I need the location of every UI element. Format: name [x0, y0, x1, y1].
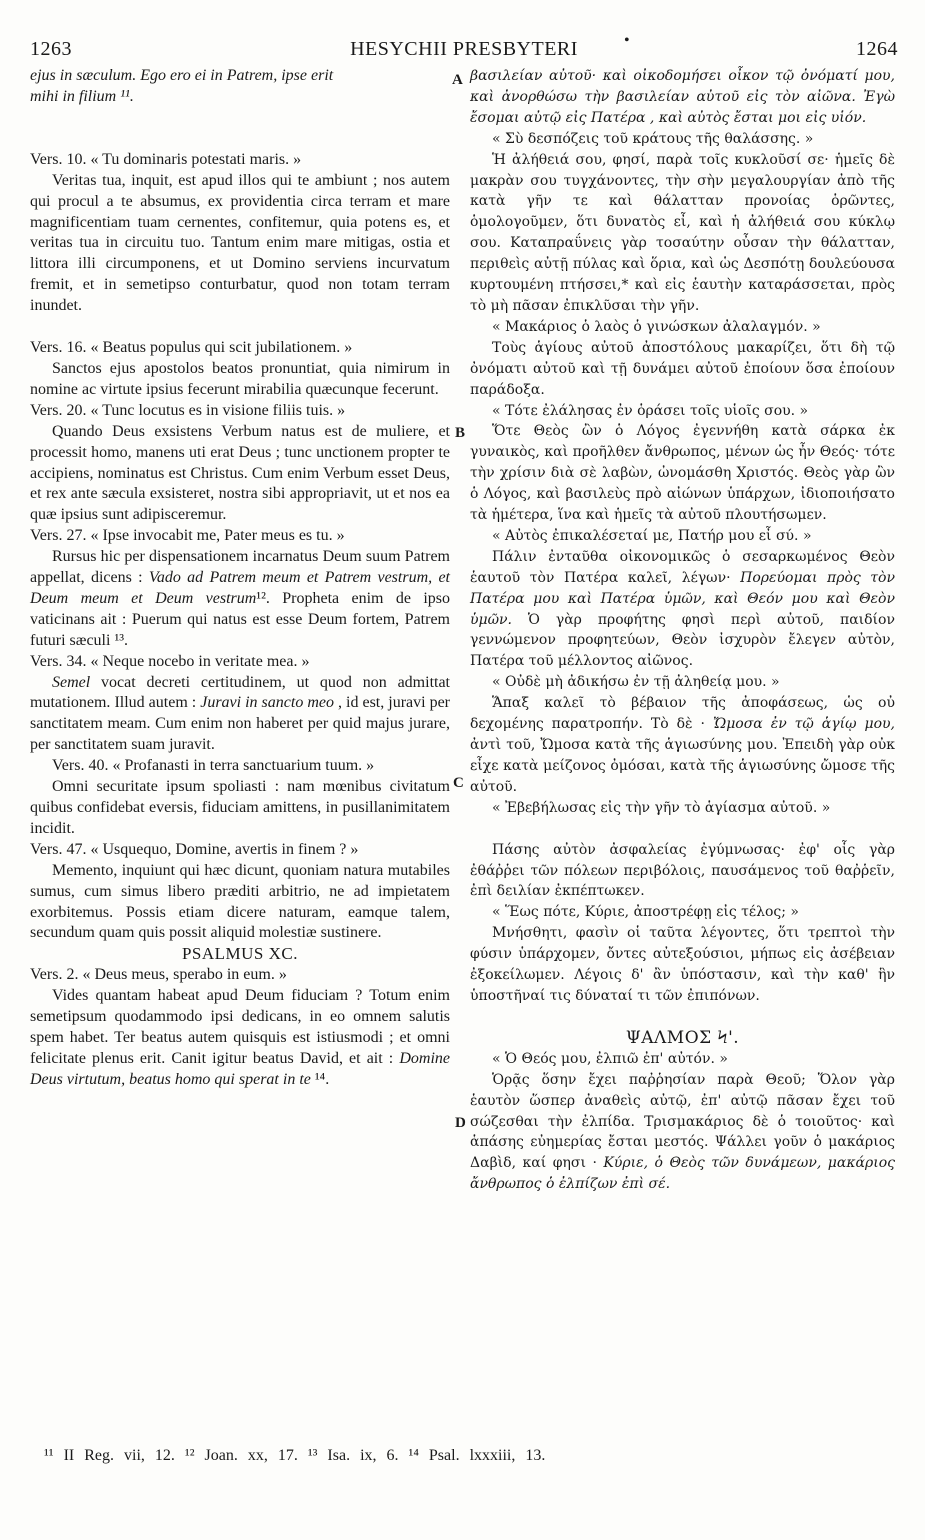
verse-heading: « Οὐδὲ μὴ ἀδικήσω ἐν τῇ ἀληθείᾳ μου. »: [492, 674, 780, 691]
greek-paragraph: Πάσης αὐτὸν ἀσφαλείας ἐγύμνωσας· ἐφ' οἷς γὰρ ἐθάῤῥει τῶν πόλεων περιβόλοις, παυσάμενος τοῦ θαῤῥεῖν, ἐπὶ δειλίαν ἐκπέπτωκεν.: [470, 841, 895, 900]
verse-heading: Vers. 40. « Profanasti in terra sanctuarium tuum. »: [52, 757, 375, 775]
verse-heading: « Ἕως πότε, Κύριε, ἀποστρέφῃ εἰς τέλος; »: [492, 904, 799, 921]
latin-paragraph: Memento, inquiunt qui hæc dicunt, quoniam natura mutabiles sumus, cum simus libero præditi arbitrio, ne ad impietatem exorbitemus. Possis etiam dicere naturam, eamque talem, secundum quam quis possit aliquid molestiæ sustinere.: [30, 861, 450, 942]
margin-marker-a: A: [452, 72, 463, 88]
greek-paragraph: Τοὺς ἁγίους αὐτοῦ ἀποστόλους μακαρίζει, ὅτι δὴ τῷ ὀνόματι αὐτοῦ καὶ τῇ δυνάμει αὐτοῦ ἐποίουν ὅσα ἐποίουν παράδοξα.: [470, 339, 895, 398]
verse-heading: Vers. 20. « Tunc locutus es in visione filiis tuis. »: [30, 401, 346, 419]
greek-paragraph: Μνήσθητι, φασὶν οἱ ταῦτα λέγοντες, ὅτι τρεπτοὶ τὴν φύσιν ὑπάρχομεν, ὄντες αὐτεξούσιοι, μήπως εἰς ἀσέβειαν ἐξοκείλωμεν. Λέγοις δ' ἂν ὑπόστασιν, καὶ τὴν καθ' ἣν ὑποστῆναί τις δύναταί τι τῶν ἐπιπόνων.: [470, 925, 895, 1004]
page-number-right: 1264: [856, 38, 898, 60]
footnotes: ¹¹ II Reg. vii, 12. ¹² Joan. xx, 17. ¹³ Isa. ix, 6. ¹⁴ Psal. lxxxiii, 13.: [44, 1447, 546, 1464]
greek-text: βασιλείαν αὐτοῦ· καὶ οἰκοδομήσει οἶκον τῷ ὀνόματί μου, καὶ ἀνορθώσω τὴν βασιλείαν αὐτοῦ εἰς τὸν αἰῶνα. Ἐγὼ ἔσομαι αὐτῷ εἰς Πατέρα , καὶ αὐτὸς ἔσται μοι εἰς υἱόν.: [470, 68, 895, 126]
verse-heading: « Ὁ Θεός μου, ἐλπιῶ ἐπ' αὐτόν. »: [492, 1050, 728, 1067]
verse-heading: Vers. 16. « Beatus populus qui scit jubilationem. »: [30, 339, 353, 357]
verse-heading: « Ἐβεβήλωσας εἰς τὴν γῆν τὸ ἁγίασμα αὐτοῦ. »: [492, 799, 831, 816]
greek-paragraph: Πάλιν ἐνταῦθα οἰκονομικῶς ὁ σεσαρκωμένος Θεὸν ἑαυτοῦ τὸν Πατέρα καλεῖ, λέγων· Πορεύομαι πρὸς τὸν Πατέρα μου καὶ Πατέρα ὑμῶν, καὶ Θεόν μου καὶ Θεὸν ὑμῶν. Ὁ γὰρ προφήτης φησὶ περὶ αὐτοῦ, παιδίον γεννώμενον προφητεύων, Θεὸν ἰσχυρὸν ἔλεγεν αὐτὸν, Πατέρα τοῦ μέλλοντος αἰῶνος.: [470, 548, 895, 670]
latin-paragraph: Sanctos ejus apostolos beatos pronuntiat, quia nimirum in nomine ac virtute ipsius fecerunt mirabilia quæcunque fecerunt.: [30, 359, 450, 398]
margin-marker-c: C: [453, 775, 464, 791]
psalm-title: ΨΑΛΜΟΣ Ϟ'.: [625, 1027, 740, 1048]
greek-column: [470, 66, 895, 1421]
latin-text: mihi in filium ¹¹.: [30, 87, 134, 105]
verse-heading: Vers. 27. « Ipse invocabit me, Pater meus es tu. »: [30, 527, 345, 545]
latin-text: ejus in sæculum. Ego ero ei in Patrem, ipse erit: [30, 67, 334, 84]
verse-heading: « Αὐτὸς ἐπικαλέσεταί με, Πατήρ μου εἶ σύ. »: [492, 527, 812, 544]
running-title: HESYCHII PRESBYTERI: [350, 38, 578, 60]
latin-paragraph: Veritas tua, inquit, est apud illos qui te ambiunt ; nos autem qui procul a te absumus, ex providentia circa terram et mare magnificentiam tuam cernentes, confitemur, quia potens es, et veritas tua in circuitu tuo. Tantum enim mare mitigas, ostia et littora illi circumponens, et ut Domino serviens incurvatum fremit, et in semetipso conturbatur, quod non totam terram inundet.: [30, 171, 450, 315]
greek-paragraph: Ὁρᾷς ὅσην ἔχει παῤῥησίαν παρὰ Θεοῦ; Ὅλον γὰρ ἑαυτὸν ὥσπερ ἀναθεὶς αὐτῷ, ἐπ' αὐτῷ πᾶσαν ἔχει τοῦ σώζεσθαι τὴν ἐλπίδα. Τρισμακάριος δὲ ὁ τοιοῦτος· καὶ ἁπάσης εὐημερίας ἔσται μεστός. Ψάλλει γοῦν ὁ μακάριος Δαβὶδ, καί φησι · Κύριε, ὁ Θεὸς τῶν δυνάμεων, μακάριος ἄνθρωπος ὁ ἐλπίζων ἐπὶ σέ.: [470, 1071, 895, 1193]
verse-heading: Vers. 10. « Tu dominaris potestati maris. »: [30, 150, 302, 168]
latin-paragraph: Rursus hic per dispensationem incarnatus Deum suum Patrem appellat, dicens : Vado ad Patrem meum et Patrem vestrum, et Deum meum et Deum vestrum¹². Propheta enim de ipso vaticinans ait : Puerum qui natus est esse Deum fortem, Patrem futuri sæculi ¹³.: [30, 548, 450, 649]
margin-marker-d: D: [455, 1115, 466, 1131]
greek-paragraph: Ἅπαξ καλεῖ τὸ βέβαιον τῆς ἀποφάσεως, ὡς οὐ δεχομένης παρατροπήν. Τὸ δὲ · Ὤμοσα ἐν τῷ ἁγίῳ μου, ἀντὶ τοῦ, Ὤμοσα κατὰ τῆς ἁγιωσύνης μου. Ἐπειδὴ γὰρ οὐκ εἶχε κατὰ μείζονος ὀμόσαι, κατὰ τῆς ἁγιωσύνης ὤμοσε τῆς αὐτοῦ.: [470, 695, 895, 795]
stray-dot: •: [624, 32, 631, 49]
latin-paragraph: Vides quantam habeat apud Deum fiduciam ? Totum enim semetipsum quodammodo ipsi dedicans, in eo omnem salutis spem habet. Ter beatus autem quisquis est istiusmodi ; et omni felicitate plenus erit. Canit igitur beatus David, et ait : Domine Deus virtutum, beatus homo qui sperat in te ¹⁴.: [30, 987, 450, 1088]
latin-paragraph: Semel vocat decreti certitudinem, ut quod non admittat mutationem. Illud autem : Juravi in sancto meo , id est, juravi per sanctitatem meam. Cum enim non haberet per quid majus jurare, per sanctitatem suam juravit.: [30, 673, 451, 754]
verse-heading: « Τότε ἐλάλησας ἐν ὁράσει τοῖς υἱοῖς σου. »: [492, 402, 809, 419]
verse-heading: « Σὺ δεσπόζεις τοῦ κράτους τῆς θαλάσσης. »: [492, 130, 814, 147]
page-header: [30, 32, 898, 66]
latin-paragraph: Omni securitate ipsum spoliasti : nam mœnibus civitatum quibus confidebat eversis, fiduciam amittens, in pusillanimitatem incidit.: [30, 778, 450, 837]
verse-heading: « Μακάριος ὁ λαὸς ὁ γινώσκων ἀλαλαγμόν. »: [492, 318, 821, 335]
page-number-left: 1263: [30, 38, 72, 60]
verse-heading: Vers. 47. « Usquequo, Domine, avertis in finem ? »: [30, 840, 359, 858]
greek-paragraph: Ὅτε Θεὸς ὢν ὁ Λόγος ἐγεννήθη κατὰ σάρκα ἐκ γυναικὸς, καὶ προῆλθεν ἄνθρωπος, μένων ὡς ἦν Θεός· τότε τὴν χρίσιν διὰ σὲ λαβὼν, ὠνομάσθη Χριστός. Θεὸς γὰρ ὢν ὁ Λόγος, καὶ βασιλεὺς πρὸ αἰώνων ὑπάρχων, ἰδιοποιήσατο τὰ ἡμέτερα, ἵνα καὶ ἡμεῖς τὰ αὐτοῦ πλουτήσωμεν.: [470, 423, 895, 524]
latin-paragraph: Quando Deus exsistens Verbum natus est de muliere, et processit homo, manens uti erat Deus ; tunc unctionem propter te accipiens, nominatus est Christus. Cum enim Verbum esset Deus, et rex ante sæcula exsisteret, nostra sibi appropriavit, ut et nos ea quæ ipsius sunt adipisceremur.: [30, 422, 450, 524]
psalm-title: PSALMUS XC.: [181, 944, 299, 964]
margin-marker-b: B: [455, 425, 466, 441]
greek-paragraph: Ἡ ἀλήθειά σου, φησί, παρὰ τοῖς κυκλοῦσί σε· ἡμεῖς δὲ μακρὰν σου τυγχάνοντες, τὴν σὴν μεγαλουργίαν ἀπὸ τῆς κατὰ γῆν τε καὶ θάλατταν προνοίας ὁρῶντες, ὁμολογοῦμεν, ὅτι δυνατὸς εἶ, καὶ ἡ ἀλήθειά σου κύκλῳ σου. Καταπραΰνεις γὰρ τοσαύτην οὖσαν τὴν θάλατταν, περιθεὶς αὐτῇ πύλας καὶ ὅρια, καὶ ὡς Δεσπότῃ δουλεύουσα κυρτουμένη πτήσσει,* καὶ εἰς ἑαυτὴν καταράσσεται, πρὸς τὸ μὴ πᾶσαν ἐπικλῦσαι τὴν γῆν.: [470, 151, 895, 314]
latin-column: [30, 66, 450, 1421]
verse-heading: Vers. 2. « Deus meus, sperabo in eum. »: [30, 966, 287, 984]
verse-heading: Vers. 34. « Neque nocebo in veritate mea. »: [30, 652, 310, 670]
